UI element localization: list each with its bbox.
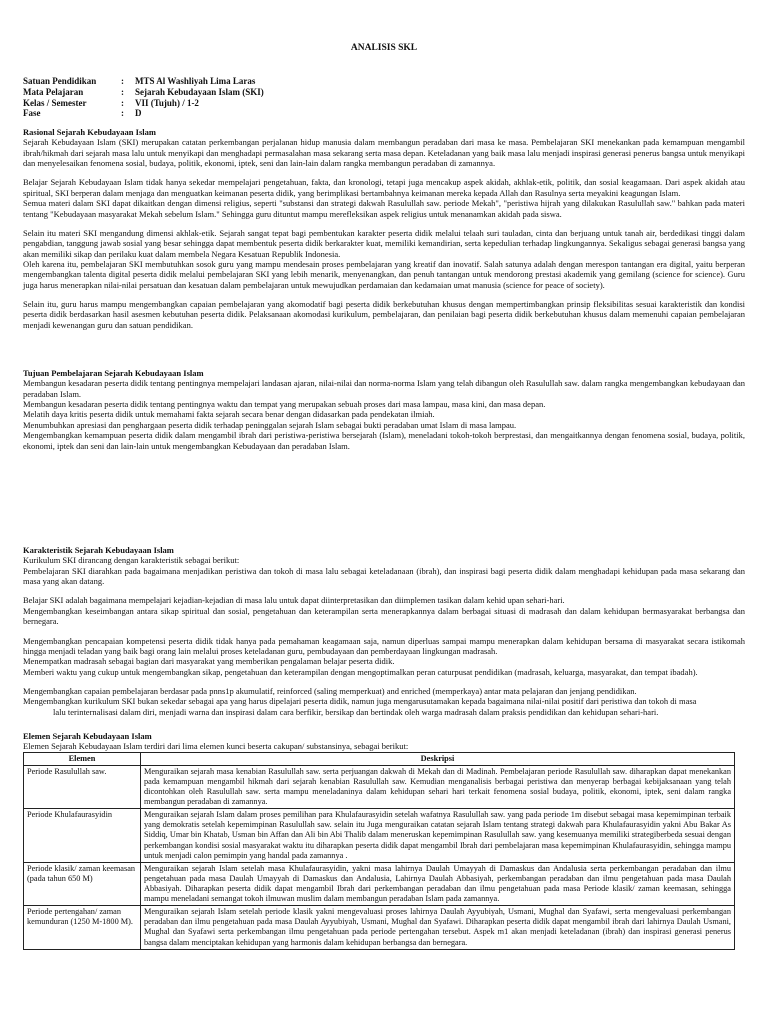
section-heading: Tujuan Pembelajaran Sejarah Kebudayaan Islam (23, 368, 204, 378)
paragraph: Menempatkan madrasah sebagai bagian dari masyarakat yang memberikan pengalaman belajar peserta didik. (23, 656, 395, 667)
meta-row: Satuan Pendidikan : MTS Al Washliyah Lima Laras (23, 76, 256, 86)
table-row (24, 862, 735, 905)
deskripsi-cell: Menguraikan sejarah masa kenabian Rasulullah saw. serta perjuangan dakwah di Mekah dan di Madinah. Pembelajaran periode Rasulullah saw. diharapkan dapat menekankan pada kemampuan mengambil hikmah dari sejarah kenabian Rasulullah saw. Kemudian menganalisis berbagai peristiwa dan menyerap berbagai kebijaksanaan yang telah dicontohkan oleh Rasulullah saw. serta mampu meneladaninya dalam kehidupan sehari hari terkait fenomena sosial budaya, politik, ekonomi, iptek, seni dalam rangka membangun peradaban di zamannya. (141, 765, 735, 808)
meta-value: D (135, 108, 142, 119)
meta-key: Kelas / Semester (23, 97, 87, 108)
paragraph: Oleh karena itu, pembelajaran SKI membutuhkan sosok guru yang mampu mendesain proses pembelajaran yang kreatif dan inovatif. Salah satunya adalah dengan merespon tantangan era digital, yaitu berperan mengembangkan talenta digital peserta didik melalui pembelajaran SKI yang lebih menarik, menyenangkan, dan penuh tantangan untuk mendorong prestasi akademik yang gemilang (science for science). Guru juga harus menerapkan nilai-nilai persatuan dan kesatuan dalam pembelajaran untuk mewujudkan perdamaian dan kedamaian umat manusia (science for peace of society). (23, 258, 745, 290)
deskripsi-cell: Menguraikan sejarah Islam setelah periode klasik yakni mengevaluasi proses lahirnya Daulah Ayyubiyah, Usmani, Mughal dan Syafawi, serta mengevaluasi perkembangan peradaban dan ilmu pengetahuan pada masa Daulah Ayyubiyah, Usmani, Mughal dan Syafawi. Diharapkan peserta didik dapat mengambil ibrah dari lahirnya Daulah Usmani, Mughal dan Syafawi serta perkembangan ilmu pengetahuan pada periode pertengahan tersebut. Aspek m1 akan menjadi keteladanan (ibrah) dan inspirasi generasi penerus bangsa dalam menciptakan kehidupan yang harmonis dalam kehidupan berbangsa dan bernegara. (141, 906, 735, 949)
table-row (24, 809, 735, 863)
paragraph: Selain itu materi SKI mengandung dimensi akhlak-etik. Sejarah sangat tepat bagi pembentukan karakter peserta didik melalui telaah suri tauladan, cinta dan berjuang untuk tanah air, berdedikasi tinggi dalam pengabdian, tanggung jawab sosial yang besar sehingga dapat membentuk peserta didik berkarakter kuat, memiliki kemandirian, serta kepedulian terhadap lingkungannya. Sekaligus sebagai generasi bangsa yang akan memiliki sikap dan perilaku kuat dalam membela Negara Kesatuan Republik Indonesia. (23, 227, 745, 259)
paragraph: Melatih daya kritis peserta didik untuk memahami fakta sejarah secara benar dengan didasarkan pada pendekatan ilmiah. (23, 409, 435, 420)
paragraph: Menumbuhkan apresiasi dan penghargaan peserta didik terhadap peninggalan sejarah Islam sebagai bukti peradaban umat Islam di masa lampau. (23, 419, 517, 430)
paragraph: Mengembangkan capaian pembelajaran berdasar pada pnns1p akumulatif, reinforced (saling memperkuat) and enriched (memperkaya) antar mata pelajaran dan jenjang pendidikan. (23, 685, 637, 696)
paragraph: Mengembangkan keseimbangan antara sikap spiritual dan sosial, pengetahuan dan keterampilan serta menerapkannya dalam berbagai situasi di madrasah dan dalam kehidupan bermasyarakat berbangsa dan bernegara. (23, 605, 745, 627)
paragraph: Mengembangkan kemampuan peserta didik dalam mengambil ibrah dari peristiwa-peristiwa bersejarah (Islam), meneladani tokoh-tokoh berprestasi, dan mengaitkannya dengan fenomena sosial, budaya, politik, ekonomi, iptek dan seni dan lain-lain untuk mengembangkan Kebudayaan dan peradaban Islam. (23, 430, 745, 451)
paragraph: Elemen Sejarah Kebudayaan Islam terdiri dari lima elemen kunci beserta cakupan/ substansinya, sebagai berikut: (23, 741, 409, 752)
identity-block (23, 76, 743, 119)
paragraph: Selain itu, guru harus mampu mengembangkan capaian pembelajaran yang akomodatif bagi peserta didik berkebutuhan khusus dengan mempertimbangkan prinsip fleksibilitas sesuai karakteristik dan kondisi peserta didik berdasarkan hasil asesmen kebutuhan peserta didik. Pelaksanaan akomodasi kurikulum, pembelajaran, dan penilaian bagi peserta didik berkebutuhan khusus dalam memenuhi capaian pembelajaran menjadi kewenangan guru dan satuan pendidikan. (23, 299, 745, 330)
document-title: ANALISIS SKL (350, 43, 418, 53)
paragraph: Mengembangkan pencapaian kompetensi peserta didik tidak hanya pada pemahaman keagamaan saja, namun diperluas sampai mampu menerapkan dalam kehidupan bersama di masyarakat secara istikomah hingga menjadi teladan yang baik bagi orang lain melalui proses keteladanan guru, pembudayaan dan pemberdayaan lingkungan madrasah. (23, 635, 745, 656)
table-row (24, 765, 735, 808)
paragraph: Mengembangkan kurikulum SKI bukan sekedar sebagai apa yang harus dipelajari peserta didik, namun juga mengarusutamakan kepada bagaimana nilai-nilai positif dari peristiwa dan tokoh di masa (23, 696, 697, 707)
elemen-cell: Periode klasik/ zaman keemasan (pada tahun 650 M) (24, 862, 141, 905)
paragraph: Belajar Sejarah Kebudayaan Islam tidak hanya sekedar mempelajari pengetahuan, fakta, dan kronologi, tetapi juga mencakup aspek akidah, akhlak-etik, politik, dan sosial keagamaan. Dari aspek akidah atau spiritual, SKI berperan dalam menjaga dan menguatkan keimanan peserta didik, yang berimplikasi bertambahnya keimanan mereka kepada Allah dan Rasulnya serta meyakini keagungan Islam. (23, 177, 745, 198)
section-heading: Rasional Sejarah Kebudayaan Islam (23, 127, 156, 137)
meta-row: Mata Pelajaran : Sejarah Kebudayaan Islam (SKI) (23, 86, 264, 97)
meta-row: Kelas / Semester : VII (Tujuh) / 1-2 (23, 97, 199, 108)
paragraph: Membangun kesadaran peserta didik tentang pentingnya waktu dan tempat yang merupakan sebuah proses dari masa lampau, masa kini, dan masa depan. (23, 399, 546, 410)
paragraph: Memberi waktu yang cukup untuk mengembangkan sikap, pengetahuan dan keterampilan dengan mengoptimalkan peran caturpusat pendidikan (madrasah, keluarga, masyarakat, dan tempat ibadah). (23, 666, 698, 677)
table-row (24, 906, 735, 949)
paragraph: Belajar SKI adalah bagaimana mempelajari kejadian-kejadian di masa lalu untuk dapat diinterpretasikan dan diimplemen tasikan dalam kehid upan sehari-hari. (23, 595, 565, 606)
elemen-cell: Periode Rasulullah saw. (24, 765, 141, 808)
meta-key: Mata Pelajaran (23, 86, 84, 97)
elemen-cell: Periode Khulafaurasyidin (24, 809, 141, 863)
section-heading: Karakteristik Sejarah Kebudayaan Islam (23, 545, 174, 555)
paragraph-indented: lalu terinternalisasi dalam diri, menjadi warna dan inspirasi dalam cara berfikir, bersikap dan bertindak oleh warga madrasah dalam praksis pendidikan dan kehidupan sehari-hari. (53, 706, 659, 717)
table-header-row (24, 752, 735, 765)
tujuan-section (23, 368, 745, 451)
section-heading: Elemen Sejarah Kebudayaan Islam (23, 731, 152, 741)
meta-key: Satuan Pendidikan (23, 76, 97, 86)
deskripsi-cell: Menguraikan sejarah Islam setelah masa Khulafaurasyidin, yakni masa lahirnya Daulah Umayyah di Damaskus dan Andalusia serta perkembangan peradaban dan ilmu pengetahuan pada masa Daulah Umayyah di Damaskus dan Andalusia, Lahirnya Daulah Abbasiyah, perkembangan peradaban dan ilmu pengetahuan pada masa Daulah Abbasiyah. Diharapkan peserta didik dapat mengambil Ibrah dari perkembangan peradaban dan ilmu pengetahuan pada masa Periode klasik/ zaman keemasan, sehingga mampu meneladani semangat tokoh ilmuwan muslim dalam membangun peradaban Islam pada zamannya. (141, 862, 735, 905)
deskripsi-cell: Menguraikan sejarah Islam dalam proses pemilihan para Khulafaurasyidin setelah wafatnya Rasulullah saw. yang pada periode 1m disebut sebagai masa kepemimpinan terbaik yang demokratis setelah kepemimpinan Rasulullah saw. selain itu Juga menguraikan catatan sejarah Islam tentang strategi dakwah para Khulafaurasyidin yakni Abu Bakar As Siddiq, Umar bin Khatab, Usman bin Affan dan Ali bin Abi Thalib dalam meneruskan kepemimpinan Rasulullah saw. yang kesemuanya memiliki strategiberbeda sesuai dengan perkembangan kondisi sosial masyarakat waktu itu diharapkan peserta didik dapat mengambil Ibrah dari pembelajaran masa kepemimpinan Khulafaurasyidin, sehingga mampu untuk menjadi calon pemimpin yang handal pada zamannya . (141, 809, 735, 863)
elemen-table (23, 752, 735, 950)
karakteristik-section (23, 545, 745, 717)
paragraph: Sejarah Kebudayaan Islam (SKI) merupakan catatan perkembangan perjalanan hidup manusia dalam membangun peradaban dari masa ke masa. Pembelajaran SKI menekankan pada kemampuan mengambil ibrah/hikmah dari sejarah masa lalu untuk menyikapi dan menghadapi permasalahan masa sekarang serta masa depan. Keteladanan yang baik masa lalu menjadi inspirasi generasi penerus bangsa untuk menyikapi dan menyelesaikan fenomena sosial, budaya, politik, ekonomi, iptek, seni dan lain-lain dalam rangka membangun peradaban di zamannya. (23, 137, 745, 169)
rasional-section (23, 127, 745, 330)
meta-key: Fase (23, 108, 41, 119)
column-header: Deskripsi (141, 752, 735, 765)
paragraph: Semua materi dalam SKI dapat dikaitkan dengan dimensi religius, seperti "substansi dan strategi dakwah Rasulullah saw. periode Mekah", "peristiwa hijrah yang dilakukan Rasulullah saw." bahkan pada materi tentang "Kebudayaan masyarakat Mekah sebelum Islam." Sehingga guru dituntut mampu merefleksikan aspek religius untuk menanamkan akidah pada siswa. (23, 198, 745, 219)
meta-row: Fase : D (23, 108, 142, 119)
meta-value: VII (Tujuh) / 1-2 (135, 97, 199, 108)
meta-value: MTS Al Washliyah Lima Laras (135, 76, 256, 86)
elemen-cell: Periode pertengahan/ zaman kemunduran (1250 M-1800 M). (24, 906, 141, 949)
paragraph: Pembelajaran SKI diarahkan pada bagaimana menjadikan peristiwa dan tokoh di masa lalu sebagai keteladanaan (ibrah), dan inspirasi bagi peserta didik dalam menghadapi kehidupan pada masa sekarang dan masa yang akan datang. (23, 565, 745, 587)
paragraph: Kurikulum SKI dirancang dengan karakteristik sebagai berikut: (23, 555, 240, 566)
column-header: Elemen (24, 752, 141, 765)
paragraph: Membangun kesadaran peserta didik tentang pentingnya mempelajari landasan ajaran, nilai-nilai dan norma-norma Islam yang telah dibangun oleh Rasulullah saw. dalam rangka mengembangkan kebudayaan dan peradaban Islam. (23, 378, 745, 399)
meta-value: Sejarah Kebudayaan Islam (SKI) (135, 86, 264, 97)
elemen-section (23, 731, 745, 950)
